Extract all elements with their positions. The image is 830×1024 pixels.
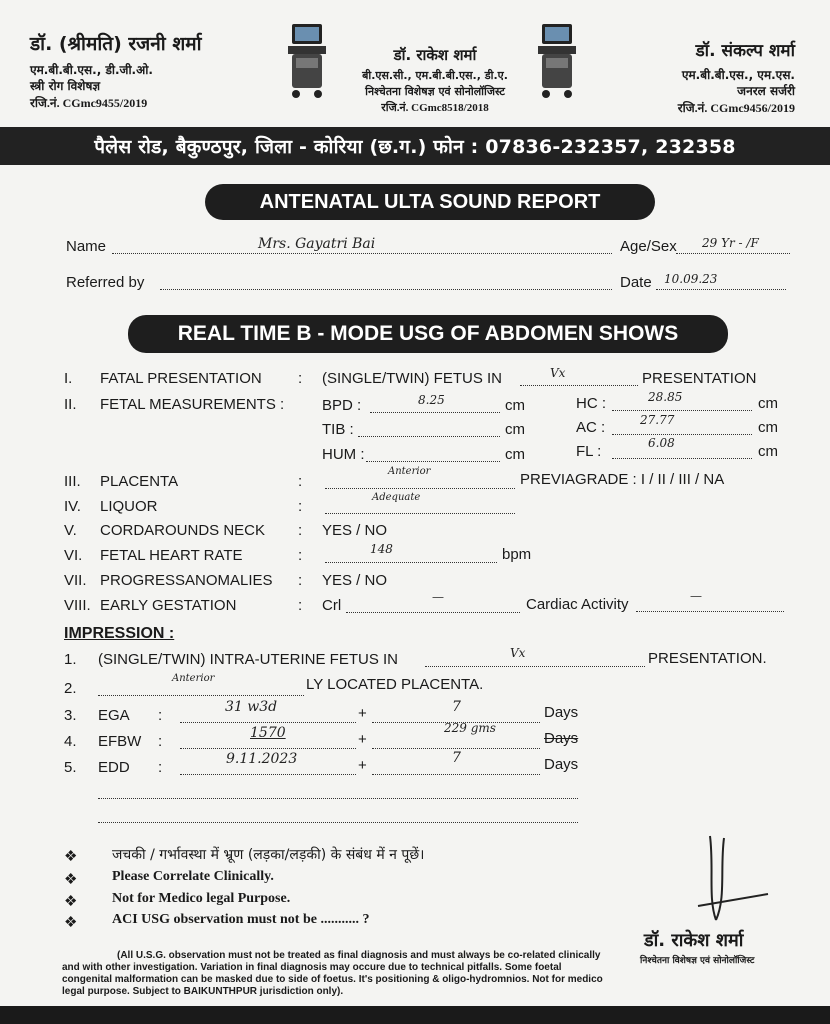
pl-label: PLACENTA [100, 473, 179, 490]
pa-value: YES / NO [322, 572, 388, 589]
right-doctor-degree: एम.बी.बी.एस., एम.एस. [681, 68, 795, 82]
eg-num: VIII. [64, 597, 91, 614]
ac-dots [612, 420, 752, 435]
referred-dots [160, 275, 612, 290]
center-doctor-reg: रजि.नं. CGmc8518/2018 [381, 102, 489, 114]
cn-colon: : [298, 522, 303, 539]
footer-line-3: congenital malformation can be masked due to side of foetus. It's positioning & oligo-hydromnios. Not for medico [62, 974, 603, 985]
pl-suffix: PREVIAGRADE : I / II / III / NA [520, 471, 725, 488]
i2-value: Anterior [172, 673, 215, 684]
fh-num: VI. [64, 547, 83, 564]
bullet-icon-1: ❖ [64, 848, 78, 865]
center-doctor-name: डॉ. राकेश शर्मा [393, 46, 477, 64]
cn-label: CORDAROUNDS NECK [100, 522, 266, 539]
bullet-icon-2: ❖ [64, 871, 78, 888]
hum-unit: cm [505, 446, 525, 463]
tib-dots [358, 422, 500, 437]
name-label: Name [66, 238, 107, 255]
letterhead [0, 0, 830, 127]
ultrasound-machine-icon [282, 22, 332, 102]
hum-label: HUM : [322, 446, 365, 463]
fp-num: I. [64, 370, 73, 387]
i1-dots [425, 652, 645, 667]
footer-disclaimer [62, 950, 622, 998]
i4-unit: Days [544, 730, 579, 747]
blank-line-2 [98, 808, 578, 823]
i4-var: 229 gms [444, 721, 496, 735]
pa-label: PROGRESSANOMALIES [100, 572, 273, 589]
date-value: 10.09.23 [664, 272, 718, 286]
i1-num: 1. [64, 651, 77, 668]
fm-label: FETAL MEASUREMENTS : [100, 396, 285, 413]
signature-title: निश्चेतना विशेषज्ञ एवं सोनोलॉजिस्ट [640, 956, 755, 966]
left-doctor-block [30, 30, 270, 111]
fl-unit: cm [758, 443, 778, 460]
hc-value: 28.85 [648, 390, 683, 404]
i5-num: 5. [64, 759, 77, 776]
right-doctor-block [610, 38, 795, 116]
i4-label: EFBW [98, 733, 142, 750]
impression-heading: IMPRESSION : [64, 625, 175, 642]
note-3: Not for Medico legal Purpose. [112, 891, 291, 906]
tib-label: TIB : [322, 421, 354, 438]
note-4: ACI USG observation must not be ........... ? [112, 912, 370, 927]
i5-value: 9.11.2023 [226, 751, 298, 767]
fh-colon: : [298, 547, 303, 564]
fp-dots [520, 371, 638, 386]
ultrasound-machine-icon-right [532, 22, 582, 102]
i3-unit: Days [544, 704, 579, 721]
i4-num: 4. [64, 733, 77, 750]
eg-label: EARLY GESTATION [100, 597, 237, 614]
agesex-value: 29 Yr - /F [702, 236, 759, 250]
hc-label: HC : [576, 395, 606, 412]
lq-value: Adequate [372, 492, 421, 503]
i1-suffix: PRESENTATION. [648, 650, 767, 667]
referred-label: Referred by [66, 274, 145, 291]
fl-value: 6.08 [648, 436, 675, 450]
footer-line-1: (All U.S.G. observation must not be treated as final diagnosis and must always be co-related clinically [117, 950, 601, 961]
i3-colon: : [158, 707, 163, 724]
lq-label: LIQUOR [100, 498, 158, 515]
i5-unit: Days [544, 756, 579, 773]
i4-var-dots [372, 734, 540, 749]
agesex-label: Age/Sex [620, 238, 677, 255]
cn-value: YES / NO [322, 522, 388, 539]
fh-label: FETAL HEART RATE [100, 547, 243, 564]
bpd-unit: cm [505, 397, 525, 414]
i3-var: 7 [452, 699, 461, 715]
eg-cardiac: Cardiac Activity [526, 596, 629, 613]
pl-value: Anterior [388, 466, 431, 477]
i5-label: EDD [98, 759, 130, 776]
cn-num: V. [64, 522, 77, 539]
bottom-bar [0, 1006, 830, 1024]
blank-line-1 [98, 784, 578, 799]
name-value: Mrs. Gayatri Bai [258, 236, 376, 252]
left-doctor-specialty: स्त्री रोग विशेषज्ञ [30, 79, 101, 93]
i3-num: 3. [64, 707, 77, 724]
section-title: REAL TIME B - MODE USG OF ABDOMEN SHOWS [128, 315, 728, 353]
pl-num: III. [64, 473, 81, 490]
footer-line-2: and with other investigation. Variation in final diagnosis may occure due to technical pitfalls. Some foetal [62, 962, 562, 973]
center-doctor-degree: बी.एस.सी., एम.बी.बी.एस., डी.ए. [362, 69, 508, 82]
right-doctor-specialty: जनरल सर्जरी [737, 84, 795, 98]
address-bar: पैलेस रोड, बैकुण्ठपुर, जिला - कोरिया (छ.ग.) फोन : 07836-232357, 232358 [0, 127, 830, 165]
signature-scribble-icon [690, 828, 780, 928]
fh-unit: bpm [502, 546, 532, 563]
fl-label: FL : [576, 443, 602, 460]
lq-num: IV. [64, 498, 81, 515]
bullet-icon-3: ❖ [64, 893, 78, 910]
fp-prefix: (SINGLE/TWIN) FETUS IN [322, 370, 502, 387]
i5-var: 7 [452, 750, 461, 766]
i5-colon: : [158, 759, 163, 776]
i3-value: 31 w3d [225, 699, 278, 715]
signature-name: डॉ. राकेश शर्मा [644, 930, 744, 951]
right-doctor-reg: रजि.नं. CGmc9456/2019 [677, 101, 795, 115]
footer-line-4: legal purpose. Subject to BAIKUNTHPUR jurisdiction only). [62, 986, 344, 997]
ac-label: AC : [576, 419, 606, 436]
eg-crl: Crl [322, 597, 342, 614]
i5-pm: + [358, 757, 367, 774]
i4-pm: + [358, 731, 367, 748]
left-doctor-reg: रजि.नं. CGmc9455/2019 [30, 96, 148, 110]
note-1: जचकी / गर्भावस्था में भ्रूण (लड़का/लड़की) के संबंध में न पूछें। [112, 847, 425, 863]
fl-dots [612, 444, 752, 459]
i3-label: EGA [98, 707, 130, 724]
eg-cardiac-value: — [690, 589, 702, 603]
left-doctor-name: डॉ. (श्रीमति) रजनी शर्मा [30, 33, 202, 55]
i4-colon: : [158, 733, 163, 750]
center-doctor-block [335, 45, 535, 115]
pa-colon: : [298, 572, 303, 589]
i1-prefix: (SINGLE/TWIN) INTRA-UTERINE FETUS IN [98, 651, 398, 668]
date-label: Date [620, 274, 652, 291]
pl-colon: : [298, 473, 303, 490]
hum-dots [366, 447, 500, 462]
bullet-icon-4: ❖ [64, 914, 78, 931]
right-doctor-name: डॉ. संकल्प शर्मा [695, 41, 795, 61]
bpd-label: BPD : [322, 397, 362, 414]
tib-unit: cm [505, 421, 525, 438]
fp-label: FATAL PRESENTATION [100, 370, 262, 387]
i3-pm: + [358, 705, 367, 722]
fm-num: II. [64, 396, 77, 413]
ac-unit: cm [758, 419, 778, 436]
fp-colon: : [298, 370, 303, 387]
left-doctor-degree: एम.बी.बी.एस., डी.जी.ओ. [30, 63, 153, 77]
pa-num: VII. [64, 572, 87, 589]
hc-unit: cm [758, 395, 778, 412]
fp-suffix: PRESENTATION [642, 370, 757, 387]
i2-num: 2. [64, 680, 77, 697]
note-2: Please Correlate Clinically. [112, 869, 274, 884]
lq-colon: : [298, 498, 303, 515]
eg-colon: : [298, 597, 303, 614]
center-doctor-specialty: निश्चेतना विशेषज्ञ एवं सोनोलॉजिस्ट [365, 85, 505, 98]
eg-cardiac-dots [636, 597, 784, 612]
i4-value: 1570 [250, 725, 286, 741]
bpd-value: 8.25 [418, 393, 445, 407]
eg-crl-value: — [432, 590, 444, 604]
report-title: ANTENATAL ULTA SOUND REPORT [205, 184, 655, 220]
ac-value: 27.77 [640, 413, 675, 427]
fh-value: 148 [370, 542, 393, 556]
i2-suffix: LY LOCATED PLACENTA. [306, 676, 484, 693]
fp-value: Vx [550, 366, 566, 380]
fh-dots [325, 548, 497, 563]
i1-value: Vx [510, 646, 526, 660]
